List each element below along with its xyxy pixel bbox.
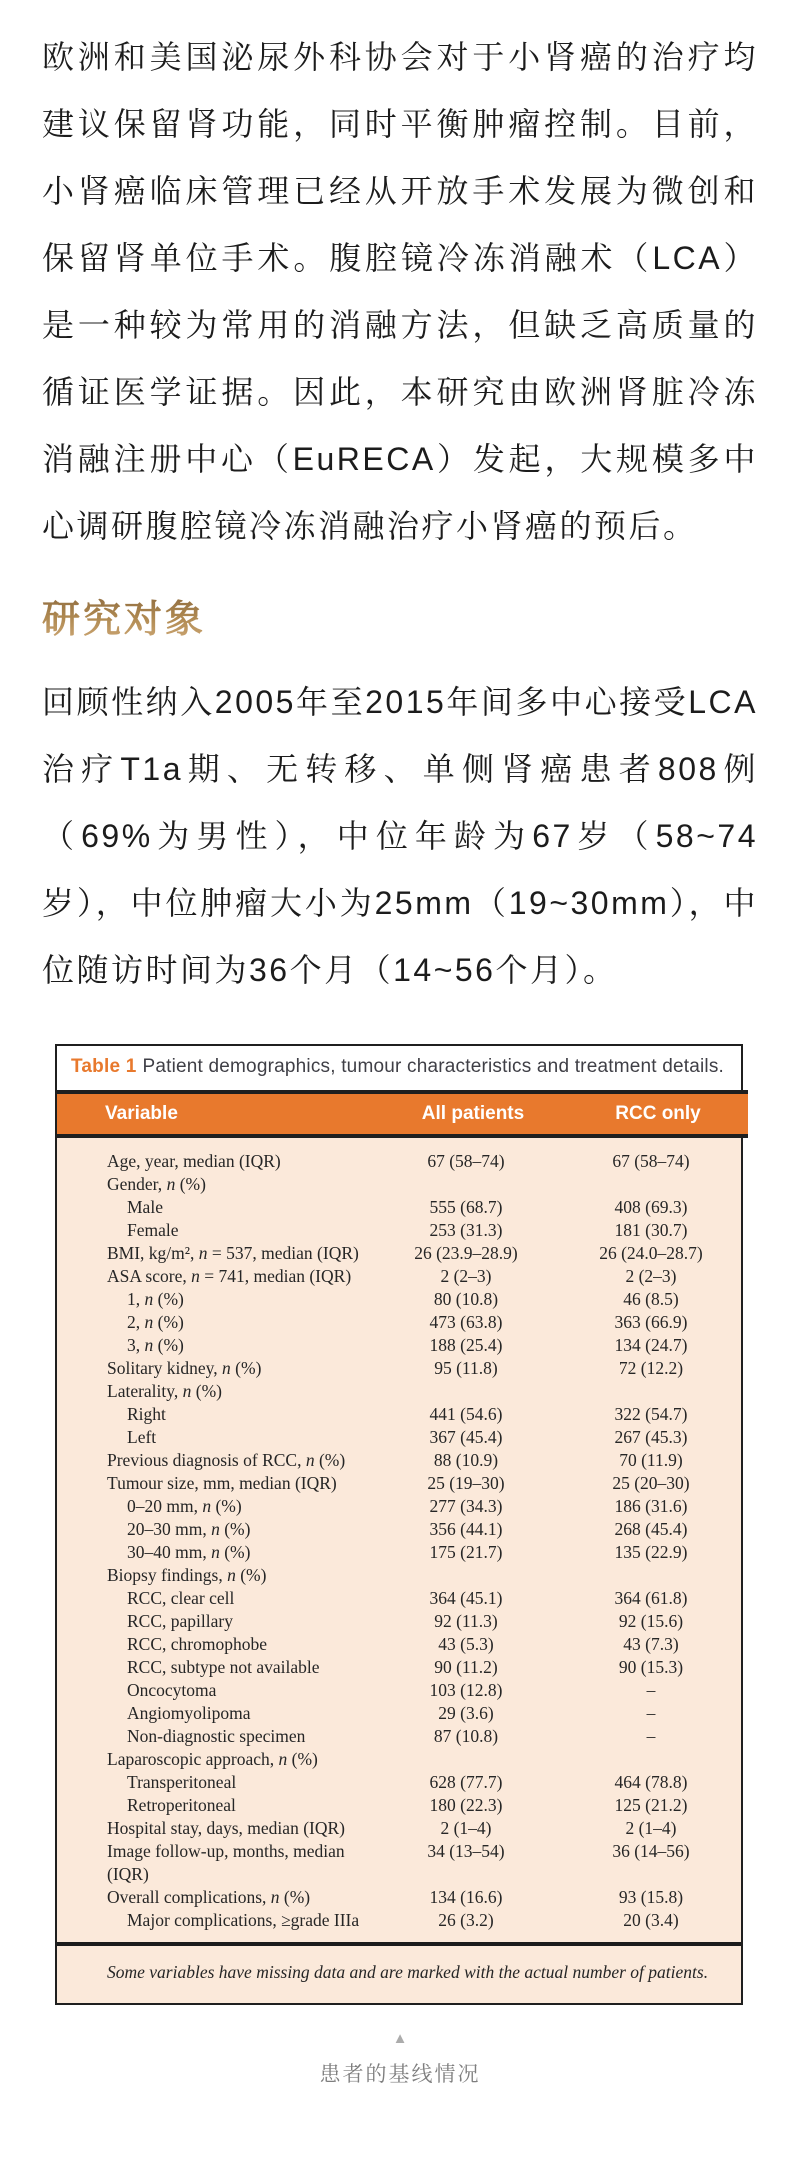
table-row	[57, 1426, 741, 1449]
row-value-rcc-only: 70 (11.9)	[619, 1450, 683, 1470]
table-footnote: Some variables have missing data and are marked with the actual number of patients.	[57, 1946, 741, 2003]
table-row	[57, 1587, 741, 1610]
row-label: Hospital stay, days, median (IQR)	[107, 1818, 345, 1838]
row-label: Male	[127, 1197, 163, 1217]
row-value-all-patients: 628 (77.7)	[429, 1772, 503, 1792]
table-row	[57, 1173, 741, 1196]
row-label: Left	[127, 1427, 157, 1447]
column-header-all-patients: All patients	[421, 1103, 525, 1124]
row-value-all-patients: 253 (31.3)	[429, 1220, 503, 1240]
row-value-all-patients: 2 (1–4)	[440, 1818, 492, 1838]
page-footer	[42, 2031, 758, 2088]
row-value-rcc-only: 25 (20–30)	[612, 1473, 690, 1493]
table-row	[57, 1610, 741, 1633]
row-value-all-patients: 26 (23.9–28.9)	[414, 1243, 518, 1263]
row-label: 2, n (%)	[127, 1312, 184, 1332]
row-value-all-patients: 90 (11.2)	[434, 1657, 498, 1677]
section-heading: 研究对象	[42, 588, 206, 643]
table-row	[57, 1449, 741, 1472]
row-label: RCC, subtype not available	[127, 1657, 320, 1677]
row-value-rcc-only: 134 (24.7)	[614, 1335, 688, 1355]
table-row	[57, 1725, 741, 1748]
row-value-rcc-only: 46 (8.5)	[623, 1289, 679, 1309]
table-row	[57, 1472, 741, 1495]
row-value-rcc-only	[561, 1748, 741, 1771]
row-label: Tumour size, mm, median (IQR)	[107, 1473, 337, 1493]
row-label: Right	[127, 1404, 166, 1424]
row-value-all-patients: 188 (25.4)	[429, 1335, 503, 1355]
row-label: Solitary kidney, n (%)	[107, 1358, 262, 1378]
table-row	[57, 1265, 741, 1288]
row-value-all-patients: 473 (63.8)	[429, 1312, 503, 1332]
row-value-rcc-only	[561, 1173, 741, 1196]
row-value-all-patients: 277 (34.3)	[429, 1496, 503, 1516]
row-value-all-patients	[371, 1380, 561, 1403]
row-value-rcc-only: 363 (66.9)	[614, 1312, 688, 1332]
row-value-rcc-only	[561, 1564, 741, 1587]
bottom-caption: 患者的基线情况	[319, 2063, 481, 2086]
row-value-rcc-only: 72 (12.2)	[618, 1358, 684, 1378]
row-value-all-patients: 103 (12.8)	[429, 1680, 503, 1700]
row-label: Biopsy findings, n (%)	[107, 1565, 267, 1585]
row-value-all-patients: 29 (3.6)	[438, 1703, 494, 1723]
row-value-rcc-only: 408 (69.3)	[614, 1197, 688, 1217]
table-row	[57, 1909, 741, 1932]
row-value-rcc-only: 135 (22.9)	[614, 1542, 688, 1562]
row-label: Previous diagnosis of RCC, n (%)	[107, 1450, 346, 1470]
row-label: ASA score, n = 741, median (IQR)	[107, 1266, 352, 1286]
column-header-variable: Variable	[105, 1103, 178, 1124]
row-value-all-patients: 87 (10.8)	[433, 1726, 499, 1746]
row-value-all-patients: 95 (11.8)	[434, 1358, 498, 1378]
study-paragraph: 回顾性纳入2005年至2015年间多中心接受LCA治疗T1a期、无转移、单侧肾癌患者808例（69%为男性），中位年龄为67岁（58~74岁），中位肿瘤大小为25mm（19~30mm），中位随访时间为36个月（14~56个月）。	[42, 684, 758, 988]
row-value-rcc-only: 67 (58–74)	[612, 1151, 690, 1171]
row-value-rcc-only	[561, 1380, 741, 1403]
table-row	[57, 1564, 741, 1587]
row-value-rcc-only: 2 (2–3)	[625, 1266, 677, 1286]
row-value-rcc-only: 181 (30.7)	[614, 1220, 688, 1240]
row-label: 3, n (%)	[127, 1335, 184, 1355]
row-label: Female	[127, 1220, 179, 1240]
row-value-rcc-only: 125 (21.2)	[614, 1795, 688, 1815]
row-value-all-patients: 555 (68.7)	[429, 1197, 503, 1217]
row-value-rcc-only: 20 (3.4)	[623, 1910, 679, 1930]
row-label: RCC, papillary	[127, 1611, 233, 1631]
table-header-row	[57, 1090, 748, 1138]
table-row	[57, 1886, 741, 1909]
row-value-all-patients	[371, 1564, 561, 1587]
row-label: Transperitoneal	[127, 1772, 237, 1792]
table-row	[57, 1242, 741, 1265]
row-label: Retroperitoneal	[127, 1795, 236, 1815]
row-value-rcc-only: 26 (24.0–28.7)	[599, 1243, 703, 1263]
row-value-rcc-only: 92 (15.6)	[618, 1611, 684, 1631]
row-value-rcc-only: 43 (7.3)	[623, 1634, 679, 1654]
row-label: Non-diagnostic specimen	[127, 1726, 306, 1746]
table-row	[57, 1702, 741, 1725]
row-value-rcc-only: 90 (15.3)	[618, 1657, 684, 1677]
table-row	[57, 1633, 741, 1656]
row-value-rcc-only: –	[646, 1703, 656, 1723]
row-value-all-patients: 356 (44.1)	[429, 1519, 503, 1539]
table-caption-text: Patient demographics, tumour characteristics and treatment details.	[142, 1056, 725, 1077]
table-row	[57, 1518, 741, 1541]
row-label: 30–40 mm, n (%)	[127, 1542, 251, 1562]
table-caption-label: Table 1	[71, 1056, 137, 1077]
row-label: Laterality, n (%)	[107, 1381, 222, 1401]
table-body	[57, 1138, 741, 1942]
column-header-rcc-only: RCC only	[615, 1103, 701, 1124]
row-label: Angiomyolipoma	[127, 1703, 251, 1723]
table-row	[57, 1334, 741, 1357]
row-value-rcc-only: 364 (61.8)	[614, 1588, 688, 1608]
table-row	[57, 1403, 741, 1426]
row-value-all-patients: 34 (13–54)	[427, 1841, 505, 1861]
table-row	[57, 1748, 741, 1771]
row-value-all-patients: 364 (45.1)	[429, 1588, 503, 1608]
row-label: 1, n (%)	[127, 1289, 184, 1309]
row-value-rcc-only: –	[646, 1726, 656, 1746]
table-row	[57, 1771, 741, 1794]
table-row	[57, 1679, 741, 1702]
row-label: Gender, n (%)	[107, 1174, 206, 1194]
row-value-all-patients: 88 (10.9)	[433, 1450, 499, 1470]
row-value-all-patients	[371, 1748, 561, 1771]
row-value-all-patients	[371, 1173, 561, 1196]
table-row	[57, 1196, 741, 1219]
row-label: Image follow-up, months, median (IQR)	[107, 1841, 345, 1884]
row-value-all-patients: 80 (10.8)	[433, 1289, 499, 1309]
row-label: 20–30 mm, n (%)	[127, 1519, 251, 1539]
row-value-all-patients: 175 (21.7)	[429, 1542, 503, 1562]
row-value-all-patients: 67 (58–74)	[427, 1151, 505, 1171]
table-row	[57, 1219, 741, 1242]
row-value-rcc-only: 322 (54.7)	[614, 1404, 688, 1424]
table-row	[57, 1840, 741, 1886]
row-label: Major complications, ≥grade IIIa	[127, 1910, 360, 1930]
table-row	[57, 1541, 741, 1564]
table-row	[57, 1495, 741, 1518]
row-label: Age, year, median (IQR)	[107, 1151, 281, 1171]
table-row	[57, 1817, 741, 1840]
row-value-rcc-only: 93 (15.8)	[618, 1887, 684, 1907]
row-label: RCC, clear cell	[127, 1588, 235, 1608]
row-value-all-patients: 2 (2–3)	[440, 1266, 492, 1286]
table-row	[57, 1357, 741, 1380]
row-value-all-patients: 25 (19–30)	[427, 1473, 505, 1493]
row-label: BMI, kg/m², n = 537, median (IQR)	[107, 1243, 359, 1263]
row-value-all-patients: 92 (11.3)	[434, 1611, 498, 1631]
row-value-rcc-only: 268 (45.4)	[614, 1519, 688, 1539]
row-value-all-patients: 180 (22.3)	[429, 1795, 503, 1815]
row-label: Laparoscopic approach, n (%)	[107, 1749, 318, 1769]
table-row	[57, 1150, 741, 1173]
table-row	[57, 1380, 741, 1403]
row-value-rcc-only: 36 (14–56)	[612, 1841, 690, 1861]
row-label: Oncocytoma	[127, 1680, 217, 1700]
row-value-all-patients: 367 (45.4)	[429, 1427, 503, 1447]
row-value-rcc-only: 267 (45.3)	[614, 1427, 688, 1447]
row-value-rcc-only: 2 (1–4)	[625, 1818, 677, 1838]
table-row	[57, 1656, 741, 1679]
table-figure	[55, 1044, 743, 2005]
row-value-all-patients: 43 (5.3)	[438, 1634, 494, 1654]
row-value-rcc-only: 464 (78.8)	[614, 1772, 688, 1792]
up-arrow-icon: ▲	[392, 2030, 408, 2047]
row-label: Overall complications, n (%)	[107, 1887, 311, 1907]
table-caption	[57, 1046, 741, 1090]
row-value-rcc-only: –	[646, 1680, 656, 1700]
table-row	[57, 1794, 741, 1817]
row-value-all-patients: 134 (16.6)	[429, 1887, 503, 1907]
row-label: RCC, chromophobe	[127, 1634, 267, 1654]
intro-paragraph: 欧洲和美国泌尿外科协会对于小肾癌的治疗均建议保留肾功能，同时平衡肿瘤控制。目前，小肾癌临床管理已经从开放手术发展为微创和保留肾单位手术。腹腔镜冷冻消融术（LCA）是一种较为常用的消融方法，但缺乏高质量的循证医学证据。因此，本研究由欧洲肾脏冷冻消融注册中心（EuRECA）发起，大规模多中心调研腹腔镜冷冻消融治疗小肾癌的预后。	[42, 39, 758, 544]
row-value-all-patients: 26 (3.2)	[438, 1910, 494, 1930]
row-label: 0–20 mm, n (%)	[127, 1496, 242, 1516]
row-value-rcc-only: 186 (31.6)	[614, 1496, 688, 1516]
table-row	[57, 1311, 741, 1334]
row-value-all-patients: 441 (54.6)	[429, 1404, 503, 1424]
table-row	[57, 1288, 741, 1311]
